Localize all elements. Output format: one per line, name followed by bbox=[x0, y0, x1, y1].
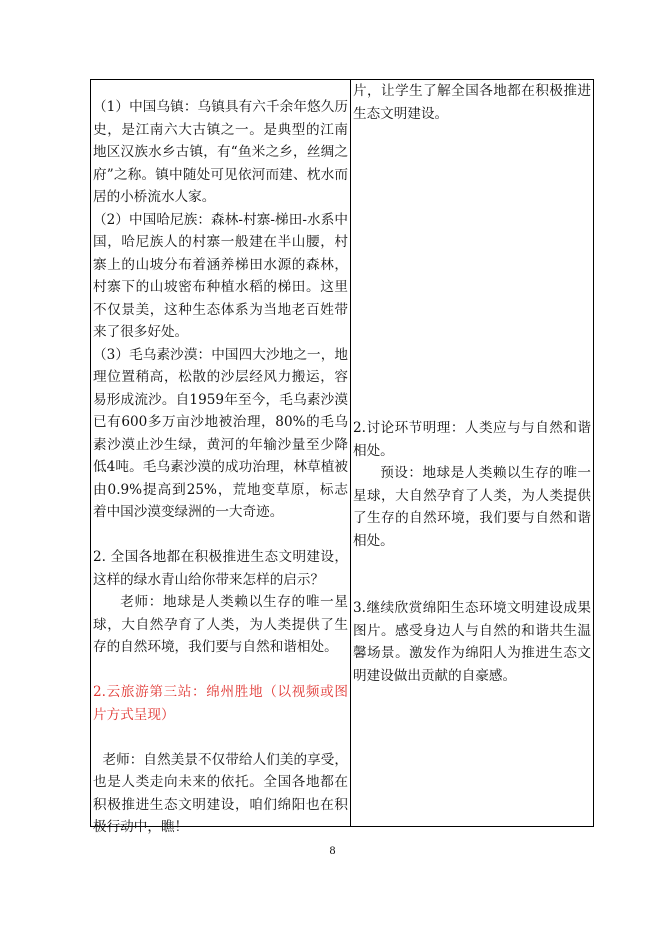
maowusu-paragraph: （3）毛乌素沙漠：中国四大沙地之一，地理位置稍高，松散的沙层经风力搬运，容易形成流沙。自1959年至今，毛乌素沙漠已有600多万亩沙地被治理，80%的毛乌素沙漠止沙生绿，黄河的年输沙量至少降低4吨。毛乌素沙漠的成功治理，林草植被由0.9%提高到25%，荒地变草原，标志着中国沙漠变绿洲的一大奇迹。 bbox=[93, 346, 348, 520]
discussion-heading: 2.讨论环节明理：人类应与与自然和谐相处。 bbox=[353, 420, 591, 459]
station-3-heading: 2.云旅游第三站：绵州胜地（以视频或图片方式呈现） bbox=[93, 684, 348, 723]
lesson-table bbox=[90, 79, 594, 835]
wuzhen-paragraph: （1）中国乌镇：乌镇具有六千余年悠久历史，是江南六大古镇之一。是典型的江南地区汉族水乡古镇，有“鱼米之乡，丝绸之府”之称。镇中随处可见依河而建、枕水而居的小桥流水人家。 bbox=[93, 99, 348, 205]
right-column bbox=[351, 80, 593, 826]
left-column bbox=[91, 80, 351, 835]
teacher-answer-1: 老师：地球是人类赖以生存的唯一星球，大自然孕育了人类，为人类提供了生存的自然环境，我们要与自然和谐相处。 bbox=[93, 594, 348, 655]
question-2: 2. 全国各地都在积极推进生态文明建设，这样的绿水青山给你带来怎样的启示？ bbox=[93, 549, 348, 588]
right-intro: 片，让学生了解全国各地都在积极推进生态文明建设。 bbox=[353, 83, 591, 122]
continue-appreciation: 3.继续欣赏绵阳生态环境文明建设成果图片。感受身边人与自然的和谐共生温馨场景。激发作为绵阳人为推进生态文明建设做出贡献的自豪感。 bbox=[353, 600, 591, 684]
page-number: 8 bbox=[329, 843, 336, 857]
teacher-answer-2: 老师：自然美景不仅带给人们美的享受，也是人类走向未来的依托。全国各地都在积极推进生态文明建设，咱们绵阳也在积极行动中，瞧！ bbox=[93, 751, 348, 835]
preset-answer: 预设：地球是人类赖以生存的唯一星球，大自然孕育了人类，为人类提供了生存的自然环境，我们要与自然和谐相处。 bbox=[353, 465, 591, 549]
hani-paragraph: （2）中国哈尼族：森林-村寨-梯田-水系中国，哈尼族人的村寨一般建在半山腰，村寨上的山坡分布着涵养梯田水源的森林，村寨下的山坡密布种植水稻的梯田。这里不仅景美，这种生态体系为当地老百姓带来了很多好处。 bbox=[93, 211, 348, 340]
